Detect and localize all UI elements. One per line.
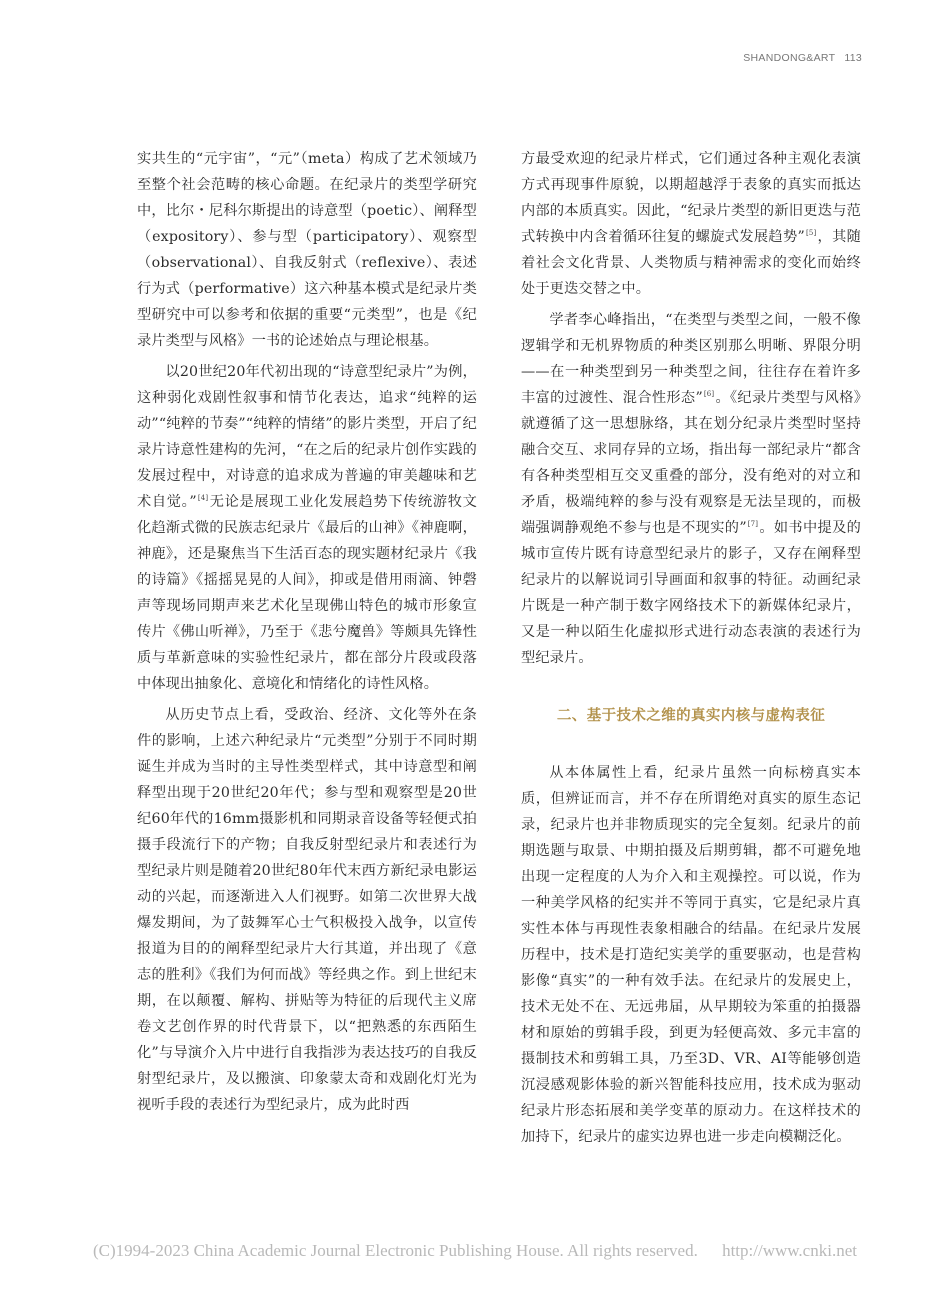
right-column <box>521 146 861 1150</box>
paragraph-text: 学者李心峰指出，“在类型与类型之间，一般不像逻辑学和无机界物质的种类区别那么明晰、界限分明——在一种类型到另一种类型之间，往往存在着许多丰富的过渡性、混合性形态” <box>521 312 861 406</box>
paragraph <box>521 307 861 671</box>
paragraph <box>521 760 861 1150</box>
left-column <box>137 146 477 1118</box>
paragraph-text: 。《纪录片类型与风格》就遵循了这一思想脉络，其在划分纪录片类型时坚持融合交互、求同存异的立场，指出每一部纪录片“都含有各种类型相互交叉重叠的部分，没有绝对的对立和矛盾，极端纯粹的参与没有观察是无法呈现的，而极端强调静观绝不参与也是不现实的” <box>521 390 861 536</box>
page-number: 113 <box>844 52 862 64</box>
citation-ref: [5] <box>805 229 817 238</box>
section-heading: 二、基于技术之维的真实内核与虚构表征 <box>556 708 826 724</box>
paragraph-text: 从历史节点上看，受政治、经济、文化等外在条件的影响，上述六种纪录片“元类型”分别于不同时期诞生并成为当时的主导性类型样式，其中诗意型和阐释型出现于20世纪20年代；参与型和观察型是20世纪60年代的16mm摄影机和同期录音设备等轻便式拍摄手段流行下的产物；自我反射型纪录片和表述行为型纪录片则是随着20世纪80年代末西方新纪录电影运动的兴起，而逐渐进入人们视野。如第二次世界大战爆发期间，为了鼓舞军心士气积极投入战争，以宣传报道为目的的阐释型纪录片大行其道，并出现了《意志的胜利》《我们为何而战》等经典之作。到上世纪末期，在以颠覆、解构、拼贴等为特征的后现代主义席卷文艺创作界的时代背景下，以“把熟悉的东西陌生化”与导演介入片中进行自我指涉为表达技巧的自我反射型纪录片，及以搬演、印象蒙太奇和戏剧化灯光为视听手段的表述行为型纪录片，成为此时西 <box>137 707 477 1113</box>
paragraph-text: 从本体属性上看，纪录片虽然一向标榜真实本质，但辨证而言，并不存在所谓绝对真实的原生态记录，纪录片也并非物质现实的完全复刻。纪录片的前期选题与取景、中期拍摄及后期剪辑，都不可避免地出现一定程度的人为介入和主观操控。可以说，作为一种美学风格的纪实并不等同于真实，它是纪录片真实性本体与再现性表象相融合的结晶。在纪录片发展历程中，技术是打造纪实美学的重要驱动，也是营构影像“真实”的一种有效手法。在纪录片的发展史上，技术无处不在、无远弗届，从早期较为笨重的拍摄器材和原始的剪辑手段，到更为轻便高效、多元丰富的摄制技术和剪辑工具，乃至3D、VR、AI等能够创造沉浸感观影体验的新兴智能科技应用，技术成为驱动纪录片形态拓展和美学变革的原动力。在这样技术的加持下，纪录片的虚实边界也进一步走向模糊泛化。 <box>521 765 861 1145</box>
paragraph-text: 以20世纪20年代初出现的“诗意型纪录片”为例，这种弱化戏剧性叙事和情节化表达，追求“纯粹的运动”“纯粹的节奏”“纯粹的情绪”的影片类型，开启了纪录片诗意性建构的先河，“在之后的纪录片创作实践的发展过程中，对诗意的追求成为普遍的审美趣味和艺术自觉。” <box>137 364 477 510</box>
paragraph-text: 方最受欢迎的纪录片样式，它们通过各种主观化表演方式再现事件原貌，以期超越浮于表象的真实而抵达内部的本质真实。因此，“纪录片类型的新旧更迭与范式转换中内含着循环往复的螺旋式发展趋势” <box>521 151 861 245</box>
copyright-footer <box>0 1241 950 1261</box>
paragraph <box>137 702 477 1118</box>
paragraph <box>137 359 477 697</box>
cnki-url: http://www.cnki.net <box>722 1241 857 1260</box>
paragraph <box>521 146 861 302</box>
paragraph-text: 实共生的“元宇宙”，“元”（meta）构成了艺术领域乃至整个社会范畴的核心命题。在纪录片的类型学研究中，比尔・尼科尔斯提出的诗意型（poetic）、阐释型（expository）、参与型（participatory）、观察型（observational）、自我反射式（reflexive）、表述行为式（performative）这六种基本模式是纪录片类型研究中可以参考和依据的重要“元类型”，也是《纪录片类型与风格》一书的论述始点与理论根基。 <box>137 151 477 349</box>
copyright-text: (C)1994-2023 China Academic Journal Electronic Publishing House. All rights reserved. <box>93 1241 698 1260</box>
paragraph-text: 无论是展现工业化发展趋势下传统游牧文化趋渐式微的民族志纪录片《最后的山神》《神鹿啊，神鹿》，还是聚焦当下生活百态的现实题材纪录片《我的诗篇》《摇摇晃晃的人间》，抑或是借用雨滴、钟磬声等现场同期声来艺术化呈现佛山特色的城市形象宣传片《佛山听禅》，乃至于《悲兮魔兽》等颇具先锋性质与革新意味的实验性纪录片，都在部分片段或段落中体现出抽象化、意境化和情绪化的诗性风格。 <box>137 494 478 692</box>
citation-ref: [6] <box>703 390 715 399</box>
citation-ref: [4] <box>197 494 209 503</box>
journal-name: SHANDONG&ART <box>743 52 836 64</box>
running-head <box>743 52 862 64</box>
paragraph <box>137 146 477 354</box>
citation-ref: [7] <box>747 520 759 529</box>
paragraph-text: ，其随着社会文化背景、人类物质与精神需求的变化而始终处于更迭交替之中。 <box>521 229 861 297</box>
paragraph-text: 。如书中提及的城市宣传片既有诗意型纪录片的影子，又存在阐释型纪录片的以解说词引导画面和叙事的特征。动画纪录片既是一种产制于数字网络技术下的新媒体纪录片，又是一种以陌生化虚拟形式进行动态表演的表述行为型纪录片。 <box>521 520 861 666</box>
